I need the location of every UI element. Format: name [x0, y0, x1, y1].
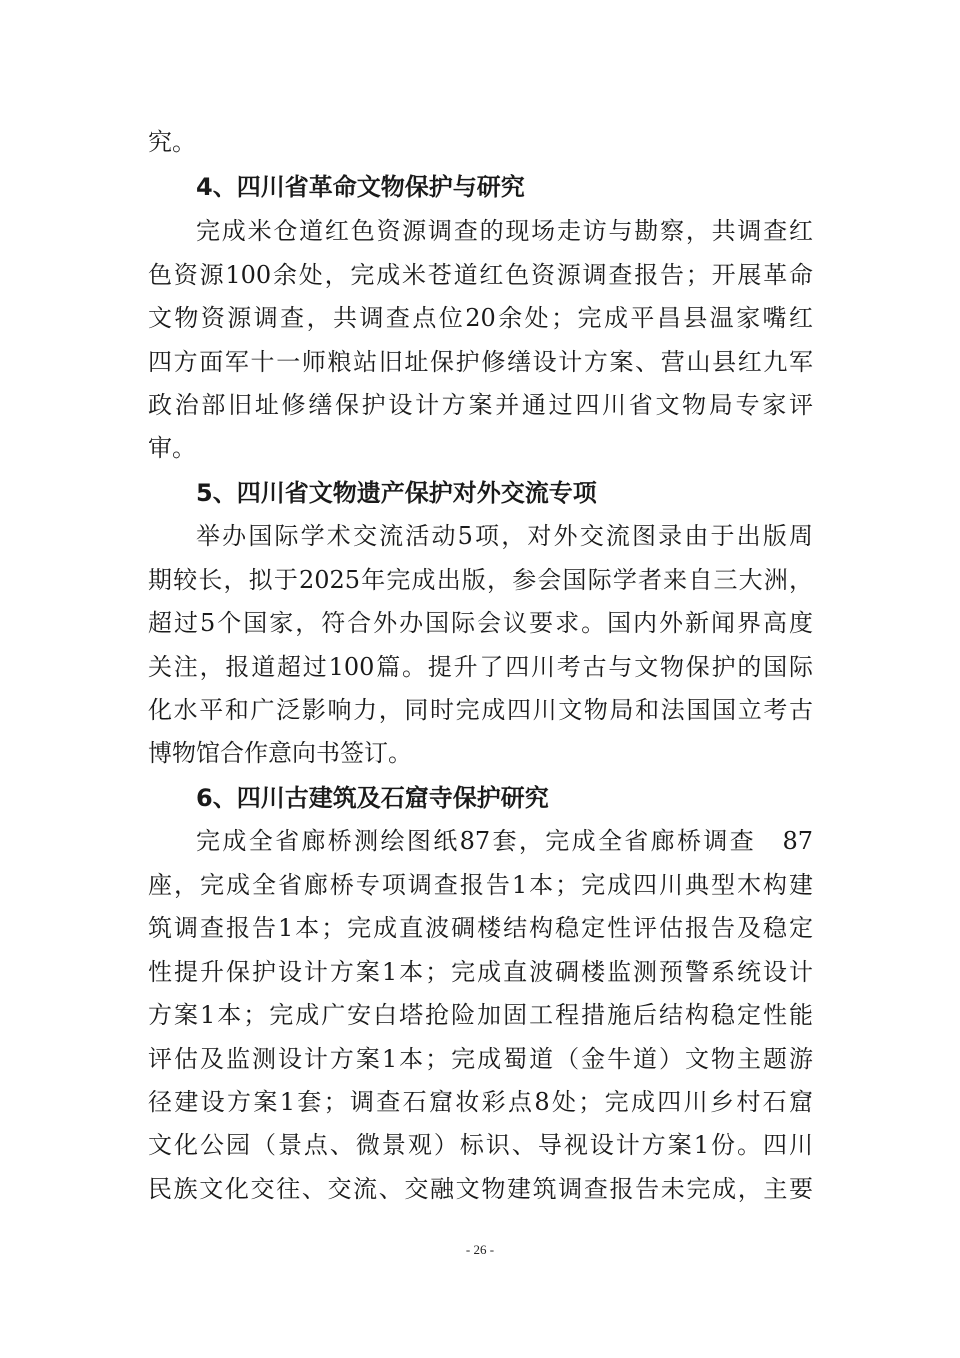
paragraph-line: 文化公园（景点、微景观）标识、导视设计方案1份。四川 [148, 1131, 813, 1159]
paragraph-line: 四方面军十一师粮站旧址保护修缮设计方案、营山县红九军 [148, 348, 813, 376]
paragraph-line: 色资源100余处，完成米苍道红色资源调查报告；开展革命 [148, 261, 813, 289]
section-heading: 4、四川省革命文物保护与研究 [196, 173, 525, 201]
paragraph-line: 化水平和广泛影响力，同时完成四川文物局和法国国立考古 [148, 696, 813, 724]
section-heading: 5、四川省文物遗产保护对外交流专项 [196, 479, 597, 507]
paragraph-line: 文物资源调查，共调查点位20余处；完成平昌县温家嘴红 [148, 304, 813, 332]
paragraph-line: 民族文化交往、交流、交融文物建筑调查报告未完成，主要 [148, 1175, 813, 1203]
paragraph-line: 究。 [148, 128, 196, 156]
page-number: - 26 - [465, 1242, 495, 1257]
paragraph-line: 完成全省廊桥测绘图纸87套，完成全省廊桥调查 87 [196, 827, 813, 855]
paragraph-line: 筑调查报告1本；完成直波碉楼结构稳定性评估报告及稳定 [148, 914, 813, 942]
paragraph-line: 审。 [148, 434, 196, 462]
paragraph-line: 博物馆合作意向书签订。 [148, 739, 412, 767]
paragraph-line: 方案1本；完成广安白塔抢险加固工程措施后结构稳定性能 [148, 1001, 813, 1029]
paragraph-line: 座，完成全省廊桥专项调查报告1本；完成四川典型木构建 [148, 871, 813, 899]
paragraph-line: 关注，报道超过100篇。提升了四川考古与文物保护的国际 [148, 653, 813, 681]
paragraph-line: 评估及监测设计方案1本；完成蜀道（金牛道）文物主题游 [148, 1045, 813, 1073]
paragraph-line: 举办国际学术交流活动5项，对外交流图录由于出版周 [196, 522, 813, 550]
paragraph-line: 完成米仓道红色资源调查的现场走访与勘察，共调查红 [196, 217, 813, 245]
paragraph-line: 径建设方案1套；调查石窟妆彩点8处；完成四川乡村石窟 [148, 1088, 813, 1116]
paragraph-line: 超过5个国家，符合外办国际会议要求。国内外新闻界高度 [148, 609, 813, 637]
paragraph-line: 期较长，拟于2025年完成出版，参会国际学者来自三大洲， [148, 566, 813, 594]
paragraph-line: 性提升保护设计方案1本；完成直波碉楼监测预警系统设计 [148, 958, 813, 986]
paragraph-line: 政治部旧址修缮保护设计方案并通过四川省文物局专家评 [148, 391, 813, 419]
section-heading: 6、四川古建筑及石窟寺保护研究 [196, 784, 549, 812]
